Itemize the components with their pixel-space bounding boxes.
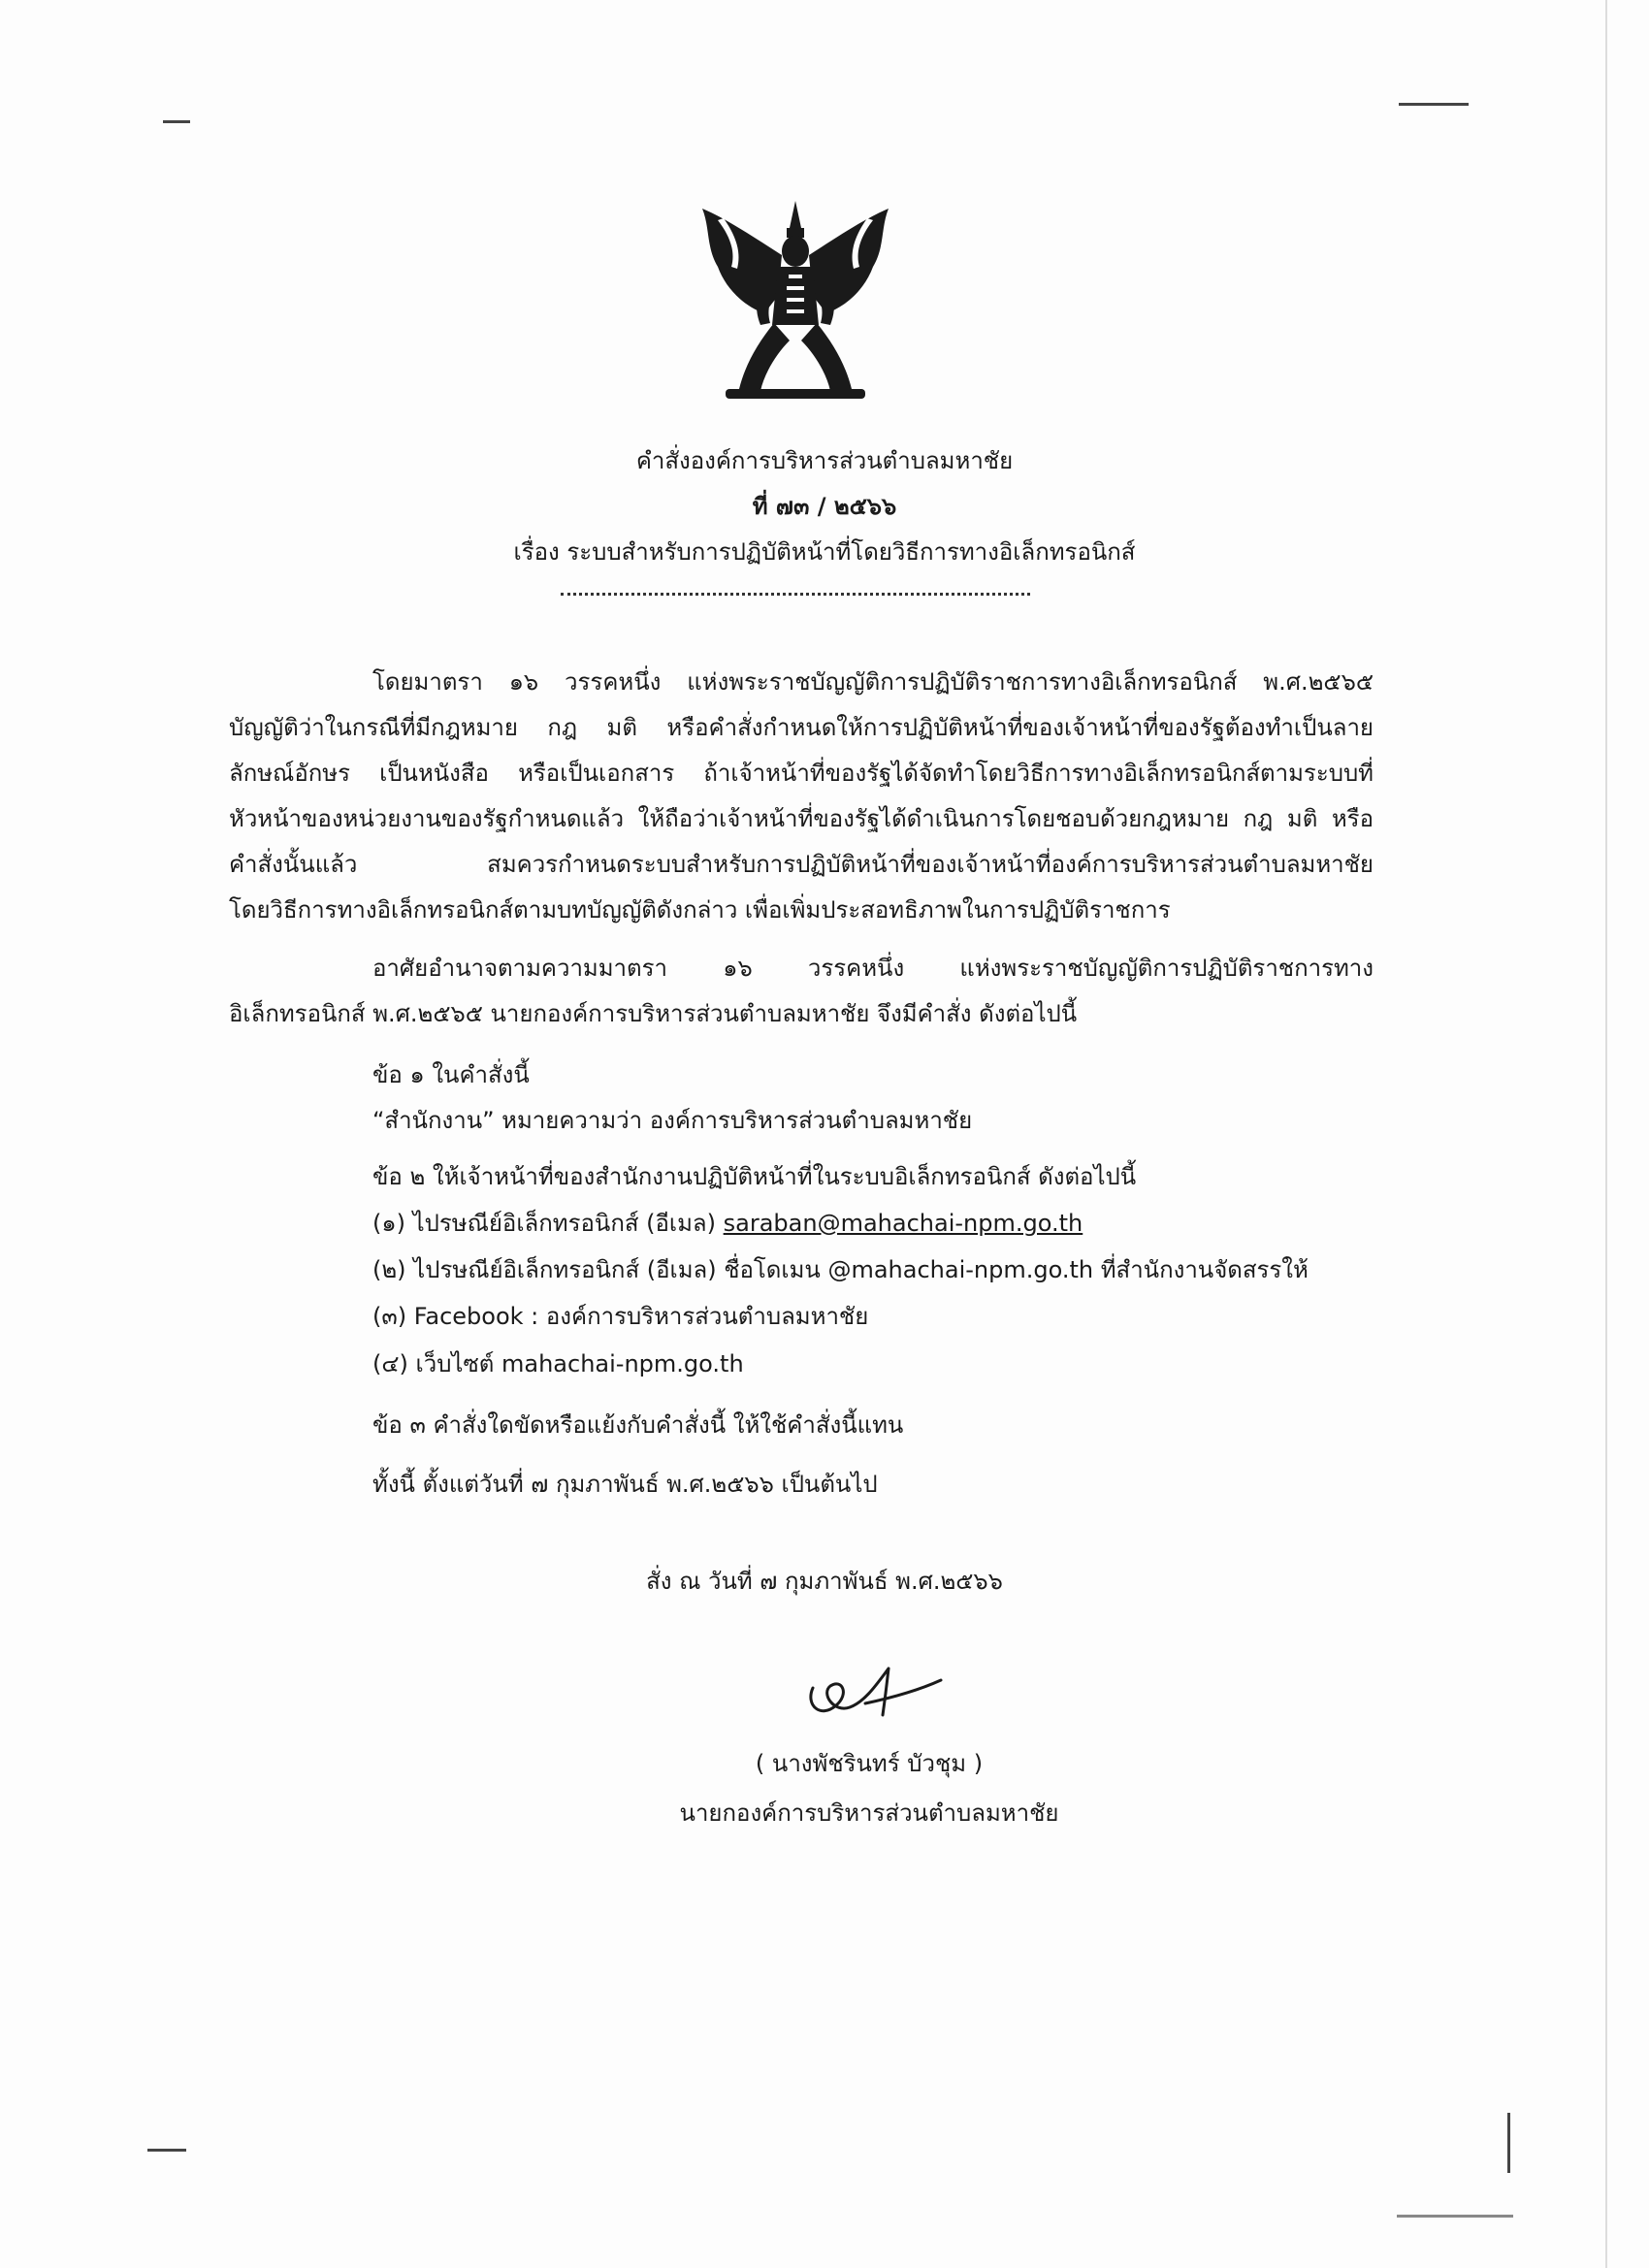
header-divider: [561, 593, 1030, 596]
signer-position: นายกองค์การบริหารส่วนตำบลมหาชัย: [679, 1799, 1059, 1827]
paragraph1-line: โดยมาตรา ๑๖ วรรคหนึ่ง แห่งพระราชบัญญัติการปฏิบัติราชการทางอิเล็กทรอนิกส์ พ.ศ.๒๕๖๕: [372, 668, 1374, 696]
paragraph2-line: อาศัยอำนาจตามความมาตรา ๑๖ วรรคหนึ่ง แห่งพระราชบัญญัติการปฏิบัติราชการทาง: [372, 955, 1374, 982]
scan-mark-right-edge: [1605, 0, 1607, 2268]
paragraph1-line: ลักษณ์อักษร เป็นหนังสือ หรือเป็นเอกสาร ถ้าเจ้าหน้าที่ของรัฐได้จัดทำโดยวิธีการทางอิเล็กทรอนิกส์ตามระบบที่: [229, 760, 1374, 787]
paragraph2-line: อิเล็กทรอนิกส์ พ.ศ.๒๕๖๕ นายกองค์การบริหารส่วนตำบลมหาชัย จึงมีคำสั่ง ดังต่อไปนี้: [229, 1000, 1078, 1027]
channel-item-4: (๔) เว็บไซต์ mahachai-npm.go.th: [372, 1350, 744, 1377]
paragraph1-line: หัวหน้าของหน่วยงานของรัฐกำหนดแล้ว ให้ถือว่าเจ้าหน้าที่ของรัฐได้ดำเนินการโดยชอบด้วยกฎหมาย กฎ มติ หรือ: [229, 805, 1374, 832]
effective-date: ทั้งนี้ ตั้งแต่วันที่ ๗ กุมภาพันธ์ พ.ศ.๒๕๖๖ เป็นต้นไป: [372, 1471, 878, 1498]
channel-item-1: [372, 1207, 1083, 1240]
scan-mark-top-left: [163, 120, 190, 123]
channel-item-2: (๒) ไปรษณีย์อิเล็กทรอนิกส์ (อีเมล) ชื่อโดเมน @mahachai-npm.go.th ที่สำนักงานจัดสรรให้: [372, 1256, 1309, 1283]
clause1-heading: ข้อ ๑ ในคำสั่งนี้: [372, 1061, 530, 1088]
scan-mark-top-right: [1399, 103, 1469, 106]
scan-mark-bottom-right: [1507, 2113, 1510, 2173]
paragraph1-line: โดยวิธีการทางอิเล็กทรอนิกส์ตามบทบัญญัติดังกล่าว เพื่อเพิ่มประสอทธิภาพในการปฏิบัติราชการ: [229, 896, 1171, 923]
order-title: คำสั่งองค์การบริหารส่วนตำบลมหาชัย: [635, 447, 1014, 474]
clause2-heading: ข้อ ๒ ให้เจ้าหน้าที่ของสำนักงานปฏิบัติหน้าที่ในระบบอิเล็กทรอนิกส์ ดังต่อไปนี้: [372, 1163, 1137, 1190]
channel-item-1-label: (๑) ไปรษณีย์อิเล็กทรอนิกส์ (อีเมล): [372, 1210, 724, 1237]
order-subject: เรื่อง ระบบสำหรับการปฏิบัติหน้าที่โดยวิธีการทางอิเล็กทรอนิกส์: [513, 538, 1136, 566]
signer-name: ( นางพัชรินทร์ บัวชุม ): [755, 1750, 984, 1777]
scan-mark-bottom-edge: [1397, 2215, 1513, 2218]
ordered-date: สั่ง ณ วันที่ ๗ กุมภาพันธ์ พ.ศ.๒๕๖๖: [646, 1568, 1003, 1595]
paragraph1-line: คำสั่งนั้นแล้ว สมควรกำหนดระบบสำหรับการปฏิบัติหน้าที่ของเจ้าหน้าที่องค์การบริหารส่วนตำบลมหาชัย: [229, 851, 1374, 878]
clause1-definition: “สำนักงาน” หมายความว่า องค์การบริหารส่วนตำบลมหาชัย: [372, 1107, 973, 1134]
scan-mark-bottom-left: [147, 2149, 186, 2152]
clause3: ข้อ ๓ คำสั่งใดขัดหรือแย้งกับคำสั่งนี้ ให้ใช้คำสั่งนี้แทน: [372, 1411, 904, 1439]
signature-mark: [795, 1630, 951, 1727]
paragraph1-line: บัญญัติว่าในกรณีที่มีกฎหมาย กฎ มติ หรือคำสั่งกำหนดให้การปฏิบัติหน้าที่ของเจ้าหน้าที่ของรัฐต้องทำเป็นลาย: [229, 714, 1374, 741]
order-number: ที่ ๗๓ / ๒๕๖๖: [752, 493, 897, 520]
garuda-emblem-icon: [696, 199, 894, 406]
channel-item-3: (๓) Facebook : องค์การบริหารส่วนตำบลมหาชัย: [372, 1303, 869, 1330]
saraban-email-link[interactable]: saraban@mahachai-npm.go.th: [723, 1210, 1083, 1237]
